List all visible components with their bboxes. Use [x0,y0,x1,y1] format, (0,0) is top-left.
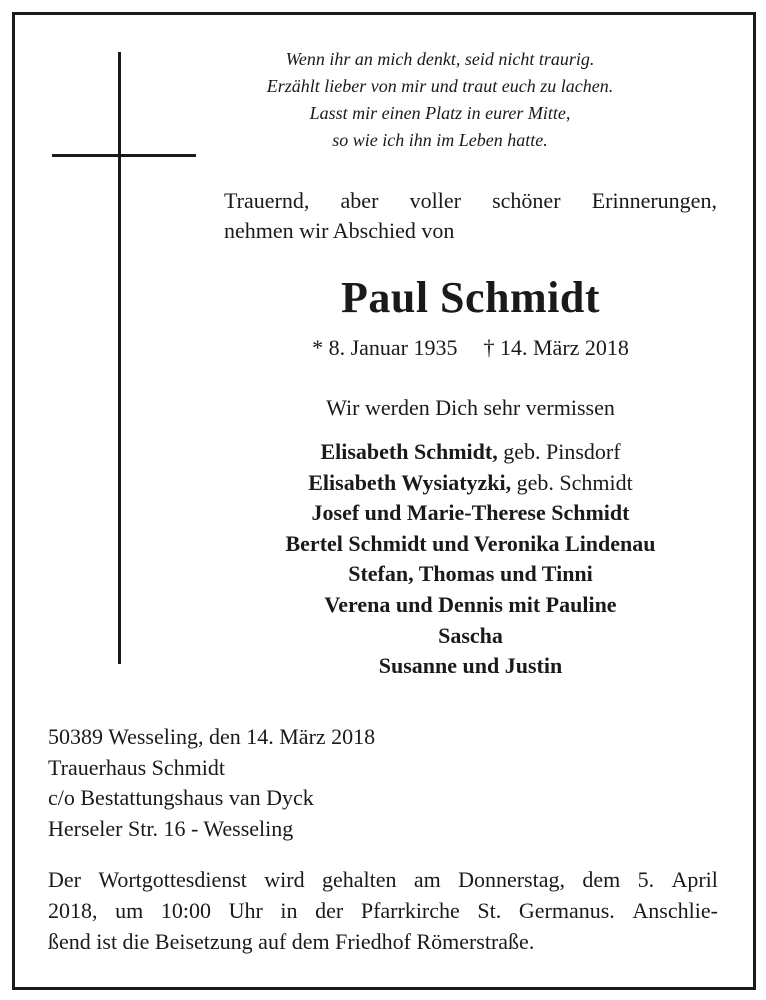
address-line: Herseler Str. 16 - Wesseling [48,815,294,841]
mourner-row [224,651,717,682]
service-word: 2018, [48,898,98,923]
intro-word: schöner [492,188,561,213]
service-word: April [671,867,718,892]
service-word: 5. [637,867,655,892]
poem-line: Erzählt lieber von mir und traut euch zu lachen. [266,76,614,96]
poem [200,46,680,154]
service-word: Pfarrkirche [360,898,460,923]
poem-line: so wie ich ihn im Leben hatte. [332,130,548,150]
poem-line: Lasst mir einen Platz in eurer Mitte, [309,103,571,123]
mourner-row [224,498,717,529]
service-line-2 [48,895,718,926]
mourner-name: Sascha [438,622,503,648]
service-word: Uhr [228,898,263,923]
service-word: Anschlie- [632,898,718,923]
service-word: Der [48,867,81,892]
service-word: St. [477,898,502,923]
service-word: am [413,867,441,892]
address-block [48,722,568,844]
mourner-row [224,437,717,468]
address-line: Trauerhaus Schmidt [48,754,226,780]
poem-line: Wenn ihr an mich denkt, seid nicht traurig. [285,49,595,69]
service-word: in [280,898,298,923]
mourner-row [224,621,717,652]
service-line-1 [48,864,718,895]
mourner-name: Elisabeth Wysiatyzki, [308,469,512,495]
intro-text [224,186,717,246]
intro-word: Erinnerungen, [591,188,717,213]
mourner-name: Elisabeth Schmidt, [320,439,498,464]
cross-icon-vertical-bar [118,52,121,664]
intro-line-1 [224,186,717,216]
service-word: Germanus. [518,898,615,923]
death-date: † 14. März 2018 [483,335,629,360]
service-word: Wortgottesdienst [98,867,247,892]
address-line: c/o Bestattungshaus van Dyck [48,785,314,810]
service-word: um [115,898,144,923]
miss-line: Wir werden Dich sehr vermissen [326,395,615,420]
service-word: dem [582,867,621,892]
mourner-name: Bertel Schmidt und Veronika Lindenau [285,530,656,556]
service-word: 10:00 [160,898,211,923]
intro-word: Trauernd, [224,188,310,213]
mourner-row [224,590,717,621]
mourner-name: Verena und Dennis mit Pauline [324,591,617,617]
mourner-name: Susanne und Justin [378,653,563,679]
mourner-note: geb. Pinsdorf [497,439,621,464]
birth-date: * 8. Januar 1935 [312,335,458,360]
intro-line-2: nehmen wir Abschied von [224,218,455,243]
service-word: gehalten [321,867,397,892]
mourner-name: Josef und Marie-Therese Schmidt [311,500,630,526]
deceased-name: Paul Schmidt [340,273,601,322]
service-word: der [315,898,344,923]
mourner-name: Stefan, Thomas und Tinni [348,561,593,587]
intro-word: aber [340,188,379,213]
service-word: wird [264,867,305,892]
mourners-list [224,437,717,682]
service-info [48,864,718,957]
mourner-row [224,559,717,590]
mourner-row [224,468,717,499]
service-word: Donnerstag, [458,867,565,892]
service-line-3: ßend ist die Beisetzung auf dem Friedhof Römerstraße. [48,929,535,954]
mourner-row [224,529,717,560]
mourner-note: geb. Schmidt [511,469,633,495]
address-line: 50389 Wesseling, den 14. März 2018 [48,724,376,749]
life-dates [224,333,717,363]
cross-icon-horizontal-bar [52,154,196,157]
intro-word: voller [409,188,461,213]
